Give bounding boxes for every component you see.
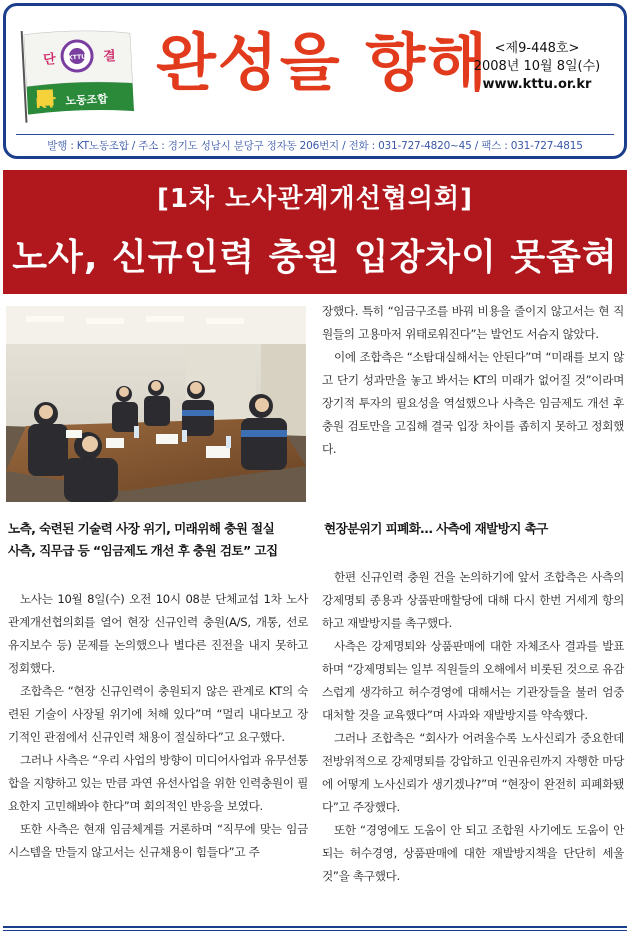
- footer-rule: [3, 926, 627, 931]
- website-link[interactable]: www.kttu.or.kr: [482, 77, 592, 92]
- left-subhead: [8, 518, 308, 562]
- article-paragraph: 한편 신규인력 충원 건을 논의하기에 앞서 조합측은 사측의 강제명퇴 종용과 상품판매할당에 대해 다시 한번 거세게 항의하고 재발방지를 촉구했다.: [322, 570, 624, 630]
- article-paragraph: 장했다. 특히 “임금구조를 바꿔 비용을 줄이지 않고서는 현 직원들의 고용마저 위태로워진다”는 발언도 서슴지 않았다.: [322, 304, 624, 341]
- left-subhead-line2: 사측, 직무급 등 “임금제도 개선 후 충원 검토” 고집: [8, 543, 278, 558]
- svg-text:단: 단: [42, 52, 57, 68]
- svg-text:노동조합: 노동조합: [65, 92, 109, 108]
- issue-number: <제9-448호>: [494, 41, 580, 56]
- article-paragraph: 그러나 사측은 “우리 사업의 방향이 미디어사업과 유무선통합을 지향하고 있는 만큼 과연 유선사업을 위한 인력충원이 필요한지 고민해봐야 한다”며 회의적인 반응을 보였다.: [8, 753, 308, 813]
- issue-info: [462, 40, 612, 94]
- left-subhead-line1: 노측, 숙련된 기술력 사장 위기, 미래위해 충원 절실: [8, 521, 275, 536]
- masthead: [3, 3, 627, 159]
- article-left: [8, 588, 308, 864]
- meeting-photo: [6, 306, 306, 502]
- right-subhead: 현장분위기 피폐화… 사측에 재발방지 촉구: [324, 521, 548, 536]
- newsletter-title: 완성을 향해: [156, 26, 490, 99]
- union-flag-logo: [18, 25, 139, 123]
- article-paragraph: 사측은 강제명퇴와 상품판매에 대한 자체조사 결과를 발표하며 “강제명퇴는 일부 직원들의 오해에서 비롯된 것으로 유감스럽게 생각하고 허수경영에 대해서는 기관장들을 불러 엄중 대처할 것을 교육했다”며 사과와 재발방지를 약속했다.: [322, 639, 624, 722]
- svg-text:KT: KT: [35, 95, 57, 113]
- publisher-info: 발행 : KT노동조합 / 주소 : 경기도 성남시 분당구 정자동 206번지 / 전화 : 031-727-4820~45 / 팩스 : 031-727-4815: [16, 134, 614, 154]
- article-paragraph: 또한 “경영에도 도움이 안 되고 조합원 사기에도 도움이 안 되는 허수경영, 상품판매에 대한 재발방지책을 단단히 세울 것”을 촉구했다.: [322, 823, 624, 883]
- flag-logo-text: KTTU: [68, 53, 87, 62]
- article-right-bottom: [322, 566, 624, 888]
- article-paragraph: 이에 조합측은 “소탐대실해서는 안된다”며 “미래를 보지 않고 단기 성과만을 놓고 봐서는 KT의 미래가 없어질 것”이라며 장기적 투자의 필요성을 역설했으나 사측은 임금제도 개선 후 충원 검토만을 고집해 결국 입장 차이를 좁히지 못하고 정회했다.: [322, 350, 624, 456]
- article-paragraph: 또한 사측은 현재 임금체계를 거론하며 “직무에 맞는 임금시스템을 만들지 않고서는 신규채용이 힘들다”고 주: [8, 822, 308, 859]
- svg-text:결: 결: [102, 49, 117, 65]
- article-right-top: [322, 300, 624, 461]
- article-paragraph: 노사는 10월 8일(수) 오전 10시 08분 단체교섭 1차 노사관계개선협의회를 열어 현장 신규인력 충원(A/S, 개통, 선로유지보수 등) 문제를 논의했으나 별다른 진전을 내지 못하고 정회했다.: [8, 592, 308, 675]
- headline-kicker: [1차 노사관계개선협의회]: [156, 184, 474, 214]
- main-headline: 노사, 신규인력 충원 입장차이 못좁혀: [12, 237, 618, 278]
- article-paragraph: 조합측은 “현장 신규인력이 충원되지 않은 관계로 KT의 숙련된 기술이 사장될 위기에 처해 있다”며 “멀리 내다보고 장기적인 관점에서 신규인력 채용이 절실하다”고 요구했다.: [8, 684, 308, 744]
- issue-date: 2008년 10월 8일(수): [473, 59, 601, 74]
- article-paragraph: 그러나 조합측은 “회사가 어려울수록 노사신뢰가 중요한데 전방위적으로 강제명퇴를 강압하고 인권유린까지 자행한 마당에 어떻게 노사신뢰가 생기겠나?”며 “현장이 완전히 피폐화됐다”고 주장했다.: [322, 731, 624, 814]
- headline-banner: [3, 170, 627, 294]
